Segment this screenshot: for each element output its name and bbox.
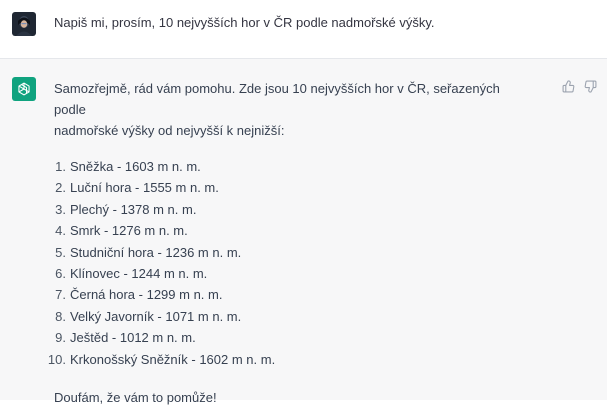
thumbs-up-icon[interactable]: [561, 79, 575, 93]
list-item-text: Velký Javorník - 1071 m n. m.: [70, 308, 242, 324]
list-item: [54, 263, 524, 284]
list-item-text: Sněžka - 1603 m n. m.: [70, 159, 201, 174]
thumbs-down-icon[interactable]: [583, 79, 597, 93]
list-item-text: Černá hora - 1299 m n. m.: [70, 287, 223, 303]
mountain-list: [47, 156, 524, 370]
list-item-text: Krkonošský Sněžník - 1602 m n. m.: [70, 351, 276, 367]
assistant-intro-line2: nadmořské výšky od nejvyšší k nejnižší:: [54, 123, 285, 138]
assistant-outro: Doufám, že vám to pomůže!: [54, 389, 217, 405]
assistant-intro: [54, 78, 524, 141]
list-item-number: 7.: [55, 287, 66, 303]
list-item-text: Smrk - 1276 m n. m.: [70, 223, 188, 239]
list-item-number: 9.: [55, 330, 66, 346]
list-item: [54, 242, 524, 263]
list-item-text: Studniční hora - 1236 m n. m.: [70, 244, 242, 260]
list-item-number: 2.: [55, 180, 66, 196]
list-item-text: Klínovec - 1244 m n. m.: [70, 265, 208, 281]
assistant-intro-line1: Samozřejmě, rád vám pomohu. Zde jsou 10 nejvyšších hor v ČR, seřazených podle: [54, 81, 500, 117]
list-item: [54, 156, 524, 177]
list-item: [47, 349, 524, 370]
list-item-text: Ještěd - 1012 m n. m.: [70, 330, 196, 346]
list-item: [54, 327, 524, 348]
list-item: [54, 306, 524, 327]
list-item-number: 6.: [55, 265, 66, 281]
user-avatar: [12, 12, 36, 36]
openai-logo-icon: [12, 77, 36, 101]
user-message-text: Napiš mi, prosím, 10 nejvyšších hor v ČR podle nadmořské výšky.: [54, 15, 435, 30]
list-item: [54, 177, 524, 198]
list-item-number: 4.: [55, 223, 66, 239]
assistant-message-content: [47, 78, 524, 408]
list-item: [54, 220, 524, 241]
list-item-number: 8.: [55, 308, 66, 324]
list-item-number: 5.: [55, 244, 66, 260]
list-item-text: Luční hora - 1555 m n. m.: [70, 180, 219, 196]
list-item: [54, 199, 524, 220]
list-item-number: 3.: [55, 201, 66, 217]
list-item-number: 10.: [47, 351, 66, 367]
feedback-controls: [561, 79, 597, 93]
list-item: [54, 284, 524, 305]
list-item-number: 1.: [55, 159, 66, 174]
user-message-row: [0, 0, 607, 59]
assistant-message-row: [0, 59, 607, 405]
list-item-text: Plechý - 1378 m n. m.: [70, 201, 197, 217]
